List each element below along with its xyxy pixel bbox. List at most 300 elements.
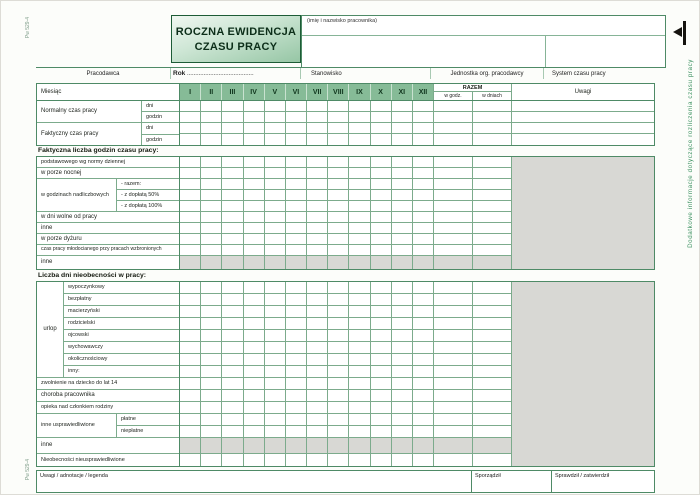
grid-cell [244, 378, 265, 389]
grid-cell [180, 438, 201, 453]
table-row [180, 390, 512, 402]
grid-cell [180, 306, 201, 317]
table-row-shaded [180, 256, 512, 269]
table-row [180, 282, 512, 294]
grid-cell [307, 179, 328, 189]
total-label: RAZEM [434, 84, 511, 92]
grid-cell [349, 354, 370, 365]
grid-cell [244, 330, 265, 341]
row-label: Nieobecności nieusprawiedliwione [41, 456, 125, 463]
grid-cell [349, 201, 370, 211]
grid-cell [286, 190, 307, 200]
grid-cell [244, 426, 265, 437]
absence-labels [37, 282, 180, 466]
grid-cell [371, 223, 392, 233]
grid-cell [413, 256, 434, 269]
grid-cell [265, 306, 286, 317]
grid-cell [371, 234, 392, 244]
grid-cell [413, 123, 434, 133]
row-label: okolicznościowy [64, 354, 179, 366]
grid-cell [413, 390, 434, 401]
grid-cell [244, 234, 265, 244]
grid-cell [286, 454, 307, 466]
grid-cell [286, 306, 307, 317]
name-field-rule [302, 35, 665, 36]
grid-cell [392, 212, 413, 222]
grid-cell [244, 318, 265, 329]
year-field [171, 68, 301, 79]
grid-cell [371, 438, 392, 453]
grid-cell [286, 168, 307, 178]
grid-cell [222, 256, 243, 269]
grid-cell [222, 223, 243, 233]
grid-cell [265, 157, 286, 167]
grid-cell [180, 378, 201, 389]
grid-cell [244, 366, 265, 377]
grid-cell [180, 234, 201, 244]
grid-cell [244, 190, 265, 200]
grid-cell [392, 223, 413, 233]
grid-cell [371, 123, 392, 133]
grid-cell [201, 157, 222, 167]
grid-cell [392, 390, 413, 401]
total-header [434, 84, 512, 100]
grid-cell [413, 438, 434, 453]
grid-cell [286, 201, 307, 211]
grid-cell [307, 306, 328, 317]
row-label: - z dopłatą 50% [117, 190, 179, 201]
grid-cell [328, 245, 349, 255]
grid-cell [265, 454, 286, 466]
month-header-X: X [371, 84, 392, 100]
grid-cell [413, 245, 434, 255]
grid-cell [180, 245, 201, 255]
total-hours-cell [434, 112, 473, 122]
grid-cell [328, 256, 349, 269]
grid-cell [244, 282, 265, 293]
grid-cell [244, 294, 265, 305]
grid-cell [413, 318, 434, 329]
grid-cell [307, 256, 328, 269]
grid-cell [222, 438, 243, 453]
grid-cell [371, 282, 392, 293]
grid-cell [180, 212, 201, 222]
grid-cell [286, 212, 307, 222]
summary-labels [37, 101, 180, 145]
grid-cell [328, 438, 349, 453]
grid-cell [244, 134, 265, 145]
table-row [180, 245, 512, 256]
total-days-label: w dniach [482, 93, 502, 99]
month-header-IX: IX [349, 84, 370, 100]
grid-cell [222, 201, 243, 211]
grid-cell [392, 282, 413, 293]
row-label: w porze dyżuru [37, 234, 179, 245]
grid-cell [265, 256, 286, 269]
org-unit-label: Jednostka org. pracodawcy [431, 68, 544, 79]
grid-cell [222, 402, 243, 413]
total-days-cell [473, 101, 512, 111]
grid-cell [180, 123, 201, 133]
table-row [180, 414, 512, 426]
other-excused-label: inne usprawiedliwione [37, 414, 117, 437]
grid-cell [392, 157, 413, 167]
grid-cell [349, 306, 370, 317]
grid-cell [349, 454, 370, 466]
total-hours-cell [434, 123, 473, 133]
total-subheader [434, 92, 511, 100]
grid-cell [371, 306, 392, 317]
grid-cell [392, 438, 413, 453]
grid-cell [265, 426, 286, 437]
grid-cell [349, 330, 370, 341]
grid-cell [244, 179, 265, 189]
grid-cell [286, 282, 307, 293]
work-time-system-label: System czasu pracy [552, 71, 606, 77]
grid-cell [413, 179, 434, 189]
remarks-cell [512, 101, 654, 111]
grid-cell [349, 342, 370, 353]
grid-cell [286, 234, 307, 244]
grid-cell [244, 157, 265, 167]
grid-cell [244, 201, 265, 211]
grid-cell [307, 294, 328, 305]
grid-cell [307, 378, 328, 389]
grid-cell [371, 294, 392, 305]
grid-cell [413, 234, 434, 244]
table-row [180, 112, 654, 123]
grid-cell [413, 454, 434, 466]
grid-cell [244, 390, 265, 401]
grid-cell [328, 330, 349, 341]
corner-arrow-icon [673, 21, 686, 45]
grid-cell [201, 414, 222, 425]
table-row [180, 123, 654, 134]
grid-cell [244, 414, 265, 425]
grid-cell [222, 123, 243, 133]
grid-cell [328, 179, 349, 189]
grid-cell [307, 402, 328, 413]
grid-cell [222, 190, 243, 200]
grid-cell [328, 342, 349, 353]
grid-cell [222, 134, 243, 145]
table-row [180, 402, 512, 414]
grid-cell [307, 354, 328, 365]
grid-cell [328, 101, 349, 111]
grid-cell [244, 454, 265, 466]
table-row [180, 330, 512, 342]
grid-cell [371, 112, 392, 122]
grid-cell [307, 234, 328, 244]
grid-cell [201, 342, 222, 353]
grid-cell [413, 201, 434, 211]
grid-cell [265, 112, 286, 122]
grid-cell [265, 123, 286, 133]
grid-cell [222, 390, 243, 401]
grid-cell [307, 168, 328, 178]
grid-cell [392, 179, 413, 189]
remarks-shaded-area [512, 157, 654, 269]
grid-cell [286, 245, 307, 255]
grid-cell [201, 282, 222, 293]
grid-cell [180, 454, 201, 466]
grid-cell [392, 190, 413, 200]
month-header-VI: VI [286, 84, 307, 100]
prepared-by-box: Sporządził [472, 471, 552, 492]
grid-cell [265, 342, 286, 353]
grid-cell [180, 402, 201, 413]
grid-cell [180, 190, 201, 200]
grid-cell [307, 454, 328, 466]
grid-cell [371, 168, 392, 178]
row-label: wychowawczy [64, 342, 179, 354]
table-row [180, 190, 512, 201]
summary-grid [180, 101, 654, 145]
grid-cell [328, 354, 349, 365]
total-hours-cell [434, 101, 473, 111]
hours-section-title: Faktyczna liczba godzin czasu pracy: [38, 147, 159, 154]
grid-cell [201, 179, 222, 189]
grid-cell [265, 438, 286, 453]
table-row [180, 366, 512, 378]
grid-cell [286, 414, 307, 425]
grid-cell [328, 390, 349, 401]
remarks-column-label: Uwagi [574, 89, 592, 95]
month-header-I: I [180, 84, 201, 100]
table-row [180, 426, 512, 438]
table-row [180, 101, 654, 112]
arrow-triangle-icon [673, 27, 682, 37]
grid-cell [180, 201, 201, 211]
grid-cell [349, 101, 370, 111]
row-label: inne [37, 438, 179, 454]
form-header [36, 15, 666, 79]
grid-cell [413, 101, 434, 111]
table-row [180, 342, 512, 354]
grid-cell [244, 256, 265, 269]
table-row [180, 454, 512, 466]
grid-cell [265, 354, 286, 365]
grid-cell [286, 426, 307, 437]
grid-cell [307, 245, 328, 255]
grid-cell [413, 112, 434, 122]
table-row [180, 201, 512, 212]
hours-grid [180, 157, 512, 269]
footer-signature-row [36, 470, 655, 493]
grid-cell [222, 414, 243, 425]
grid-cell [307, 282, 328, 293]
grid-cell [392, 101, 413, 111]
grid-cell [180, 354, 201, 365]
grid-cell [222, 282, 243, 293]
grid-cell [222, 245, 243, 255]
table-row [180, 234, 512, 245]
form-title [171, 15, 301, 63]
grid-cell [328, 414, 349, 425]
grid-cell [265, 223, 286, 233]
grid-cell [180, 157, 201, 167]
grid-cell [349, 438, 370, 453]
grid-cell [244, 101, 265, 111]
table-row [180, 378, 512, 390]
row-label: - z dopłatą 100% [121, 202, 163, 209]
employee-name-label: (imię i nazwisko pracownika) [307, 18, 377, 24]
grid-cell [180, 179, 201, 189]
header-vertical-divider [545, 35, 546, 67]
grid-cell [180, 294, 201, 305]
grid-cell [392, 378, 413, 389]
normal-worktime-label: Normalny czas pracy [37, 101, 142, 122]
grid-cell [413, 134, 434, 145]
grid-cell [307, 330, 328, 341]
row-label: inny: [68, 368, 80, 375]
grid-cell [328, 223, 349, 233]
grid-cell [201, 330, 222, 341]
grid-cell [180, 414, 201, 425]
header-labels-row [36, 67, 666, 79]
grid-cell [371, 157, 392, 167]
absence-grid [180, 282, 512, 466]
grid-cell [201, 318, 222, 329]
grid-cell [265, 390, 286, 401]
row-label-hours: godzin [146, 113, 163, 120]
grid-cell [286, 402, 307, 413]
grid-cell [371, 101, 392, 111]
grid-cell [307, 414, 328, 425]
grid-cell [413, 354, 434, 365]
grid-cell [413, 168, 434, 178]
grid-cell [180, 101, 201, 111]
grid-cell [371, 378, 392, 389]
grid-cell [371, 190, 392, 200]
month-header-III: III [222, 84, 243, 100]
row-label: niepłatne [121, 428, 144, 435]
total-hours-label: w godz. [434, 92, 473, 100]
grid-cell [286, 294, 307, 305]
grid-cell [392, 402, 413, 413]
grid-cell [180, 330, 201, 341]
grid-cell [371, 414, 392, 425]
grid-cell [413, 330, 434, 341]
grid-cell [328, 201, 349, 211]
grid-cell [201, 354, 222, 365]
grid-cell [328, 190, 349, 200]
year-dots: ........................................ [186, 71, 254, 77]
grid-cell [392, 306, 413, 317]
grid-cell [307, 390, 328, 401]
grid-cell [413, 342, 434, 353]
grid-cell [222, 157, 243, 167]
row-label: rodzicielski [64, 318, 179, 330]
grid-cell [286, 330, 307, 341]
row-label: wypoczynkowy [64, 282, 179, 294]
grid-cell [413, 402, 434, 413]
actual-worktime-group [37, 123, 179, 145]
grid-cell [286, 223, 307, 233]
grid-cell [201, 123, 222, 133]
grid-cell [307, 366, 328, 377]
grid-cell [180, 342, 201, 353]
grid-cell [244, 306, 265, 317]
grid-cell [349, 294, 370, 305]
grid-cell [286, 366, 307, 377]
grid-cell [413, 157, 434, 167]
overtime-label: w godzinach nadliczbowych [37, 179, 117, 211]
grid-cell [371, 245, 392, 255]
grid-cell [265, 378, 286, 389]
total-days-cell [473, 112, 512, 122]
grid-cell [392, 168, 413, 178]
grid-cell [328, 157, 349, 167]
row-label: podstawowego wg normy dziennej [37, 157, 179, 168]
row-label: ojcowski [64, 330, 179, 342]
grid-cell [265, 402, 286, 413]
grid-cell [392, 134, 413, 145]
grid-cell [413, 414, 434, 425]
grid-cell [201, 378, 222, 389]
grid-cell [201, 234, 222, 244]
grid-cell [286, 318, 307, 329]
row-label: macierzyński [64, 306, 179, 318]
grid-cell [201, 245, 222, 255]
grid-cell [328, 112, 349, 122]
total-hours-cell [434, 134, 473, 145]
grid-cell [201, 438, 222, 453]
grid-cell [180, 366, 201, 377]
grid-cell [265, 201, 286, 211]
grid-cell [371, 390, 392, 401]
grid-cell [371, 179, 392, 189]
table-row [180, 179, 512, 190]
month-header-II: II [201, 84, 222, 100]
grid-cell [265, 234, 286, 244]
grid-cell [328, 294, 349, 305]
grid-cell [349, 168, 370, 178]
row-label: czas pracy młodocianego przy pracach wzbronionych [37, 245, 179, 256]
grid-cell [222, 426, 243, 437]
row-label: płatne [117, 414, 179, 426]
grid-cell [413, 306, 434, 317]
month-header-XII: XII [413, 84, 434, 100]
row-label: zwolnienie na dziecko do lat 14 [37, 378, 179, 390]
grid-cell [413, 190, 434, 200]
grid-cell [349, 414, 370, 425]
grid-cell [222, 212, 243, 222]
grid-cell [307, 157, 328, 167]
grid-cell [307, 212, 328, 222]
grid-cell [222, 294, 243, 305]
remarks-legend-box: Uwagi / adnotacje / legenda [37, 471, 472, 492]
grid-cell [413, 212, 434, 222]
grid-cell [222, 330, 243, 341]
grid-cell [286, 390, 307, 401]
grid-cell [349, 112, 370, 122]
grid-cell [371, 342, 392, 353]
total-days-cell [473, 134, 512, 145]
absence-section-title: Liczba dni nieobecności w pracy: [38, 272, 147, 279]
grid-cell [349, 378, 370, 389]
grid-cell [392, 454, 413, 466]
position-label: Stanowisko [301, 68, 431, 79]
grid-cell [201, 223, 222, 233]
grid-cell [371, 256, 392, 269]
table-row [180, 294, 512, 306]
grid-cell [201, 306, 222, 317]
grid-cell [180, 112, 201, 122]
grid-cell [265, 179, 286, 189]
grid-cell [392, 426, 413, 437]
grid-cell [286, 256, 307, 269]
